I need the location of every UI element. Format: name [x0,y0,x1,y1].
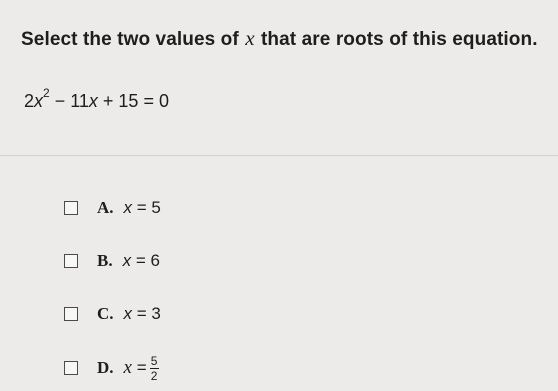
option-b-checkbox[interactable] [64,254,78,268]
option-d-fraction [150,355,159,382]
option-d-numerator: 5 [150,353,158,368]
equation-exponent: 2 [43,86,50,100]
option-c-checkbox[interactable] [64,307,78,321]
question-text-before: Select the two values of [21,29,239,50]
option-c-value: = 3 [132,304,161,323]
option-a-checkbox[interactable] [64,201,78,215]
option-d-variable: x [123,356,132,378]
option-b-letter: B. [97,251,113,270]
divider [0,155,558,156]
question-variable: x [245,26,255,50]
option-a[interactable] [64,196,161,220]
equation-coefficient: 2 [24,91,35,111]
equation-variable: x [34,91,44,111]
equation [24,86,169,112]
option-c-variable: x [123,304,133,323]
option-c-expression [124,304,161,324]
option-c-letter: C. [97,304,114,323]
option-a-expression [124,198,161,218]
option-d-expression [124,355,159,382]
question-text [21,26,538,51]
question-text-after: that are roots of this equation. [261,29,538,50]
option-b-value: = 6 [131,251,160,270]
option-d-denominator: 2 [150,368,158,383]
option-d[interactable] [64,353,159,383]
equation-constant: + 15 = 0 [97,91,169,111]
equation-variable: x [88,91,98,111]
option-a-variable: x [123,198,133,217]
equation-term: − 11 [49,91,89,111]
option-a-value: = 5 [132,198,161,217]
option-d-letter: D. [97,358,114,377]
option-d-checkbox[interactable] [64,361,78,375]
option-b-expression [123,251,160,271]
option-a-letter: A. [97,198,114,217]
option-c[interactable] [64,302,161,326]
option-d-equals: = [131,357,147,377]
option-b-variable: x [122,251,132,270]
option-b[interactable] [64,249,160,273]
